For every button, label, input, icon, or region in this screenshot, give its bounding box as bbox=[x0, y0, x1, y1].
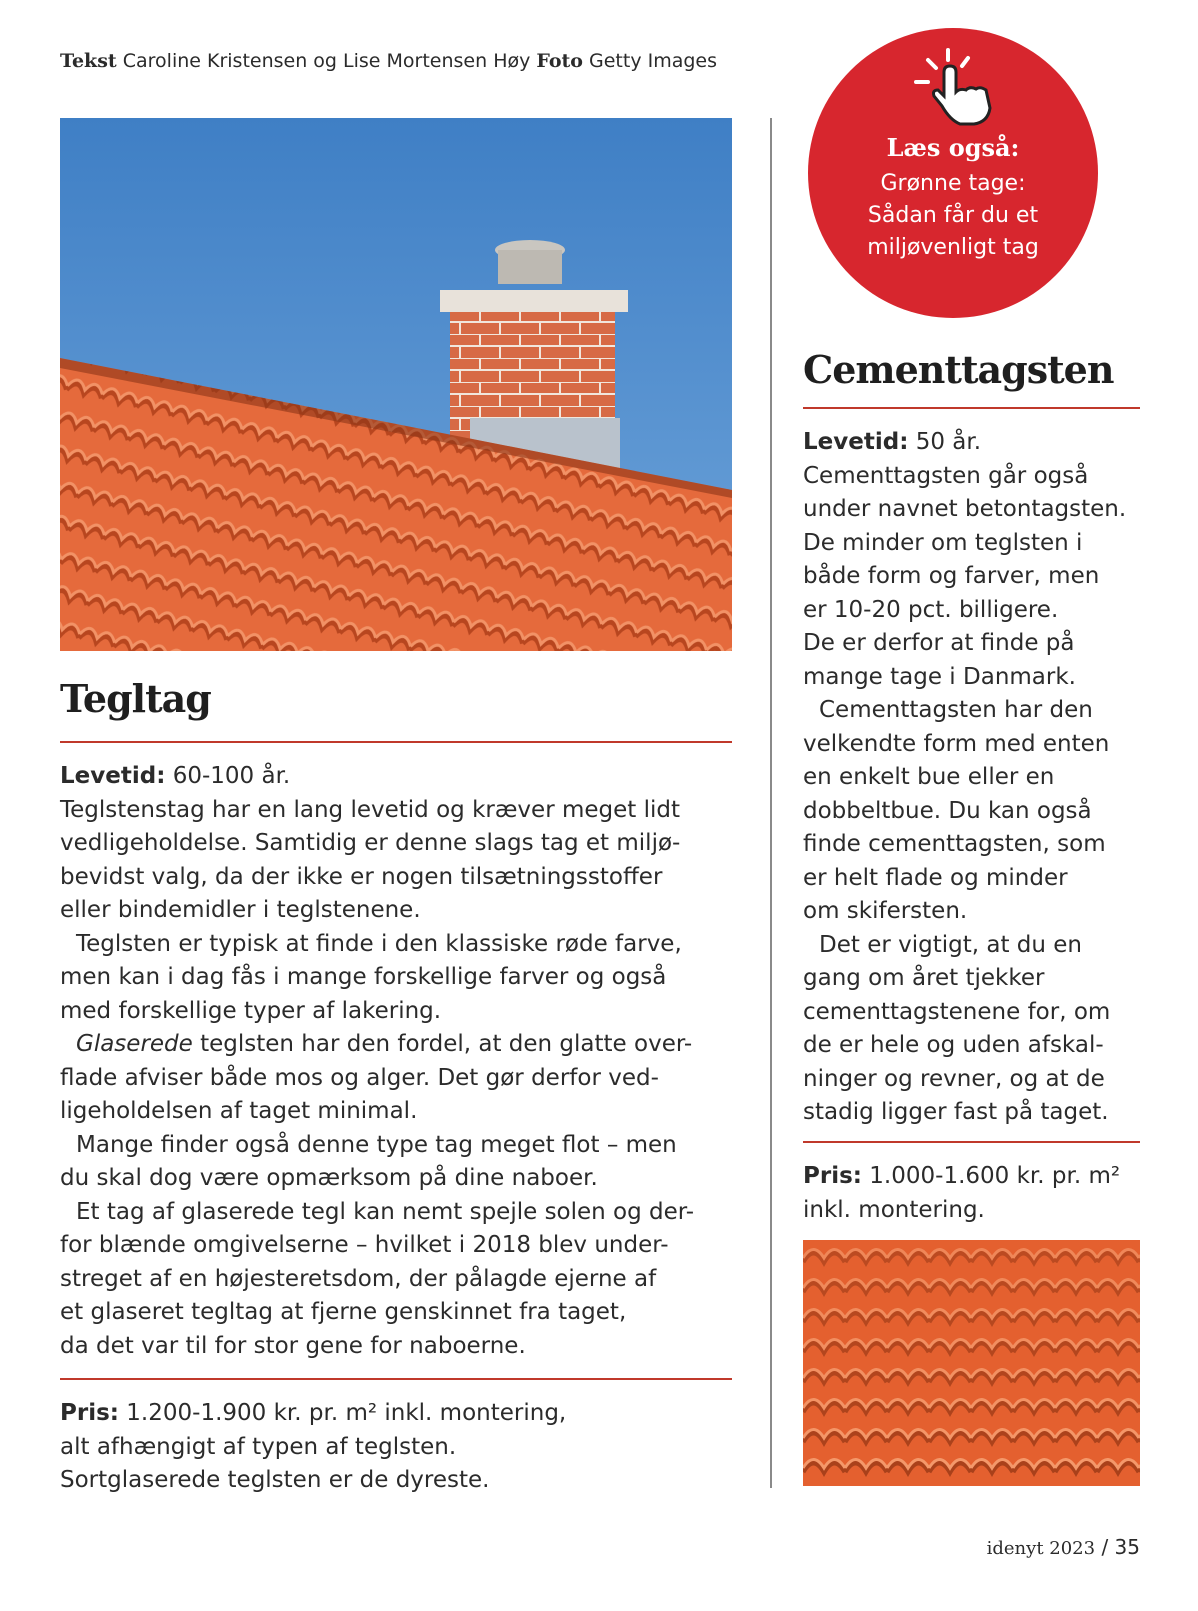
body-line: gang om året tjekker bbox=[803, 965, 1045, 991]
cement-tiles-photo bbox=[803, 1240, 1140, 1486]
byline bbox=[60, 50, 717, 72]
page-number: 35 bbox=[1114, 1535, 1140, 1559]
body-line: både form og farver, men bbox=[803, 563, 1100, 589]
body-line: Det er vigtigt, at du en bbox=[819, 931, 1082, 958]
tegltag-pris-label: Pris: bbox=[60, 1400, 119, 1426]
body-line: teglsten har den fordel, at den glatte over- bbox=[192, 1031, 693, 1057]
body-line: streget af en højesteretsdom, der pålagde ejerne af bbox=[60, 1265, 657, 1292]
body-line: ninger og revner, og at de bbox=[803, 1065, 1105, 1092]
cement-pris-label: Pris: bbox=[803, 1163, 862, 1189]
folio-brand: idenyt 2023 bbox=[986, 1538, 1096, 1559]
tegltag-price bbox=[60, 1397, 566, 1498]
body-line: velkendte form med enten bbox=[803, 730, 1110, 757]
tegltag-heading: Tegltag bbox=[60, 676, 211, 721]
badge-line: miljøvenligt tag bbox=[867, 235, 1039, 260]
body-line: vedligeholdelse. Samtidig er denne slags tag et miljø- bbox=[60, 830, 681, 856]
cement-body bbox=[803, 426, 1126, 1130]
tegltag-price-rule bbox=[60, 1378, 732, 1380]
cement-heading: Cementtagsten bbox=[803, 347, 1114, 392]
tegltag-rule bbox=[60, 741, 732, 743]
body-line: en enkelt bue eller en bbox=[803, 764, 1055, 790]
body-line: de er hele og uden afskal- bbox=[803, 1032, 1104, 1058]
tegltag-body bbox=[60, 760, 694, 1363]
body-line: finde cementtagsten, som bbox=[803, 831, 1106, 857]
body-line: Mange finder også denne type tag meget flot – men bbox=[76, 1131, 677, 1158]
body-line: De er derfor at finde på bbox=[803, 630, 1075, 656]
price-line: Sortglaserede teglsten er de dyreste. bbox=[60, 1467, 490, 1493]
tegltag-levetid-label: Levetid: bbox=[60, 763, 166, 789]
folio-separator: / bbox=[1095, 1535, 1115, 1559]
byline-photo-credit: Getty Images bbox=[589, 50, 718, 72]
byline-text-label: Tekst bbox=[60, 50, 117, 72]
body-line: mange tage i Danmark. bbox=[803, 663, 1076, 690]
price-line: 1.000-1.600 kr. pr. m² bbox=[861, 1163, 1121, 1189]
body-line: under navnet betontagsten. bbox=[803, 496, 1127, 522]
cement-rule bbox=[803, 407, 1140, 409]
body-line: Cementtagsten går også bbox=[803, 462, 1089, 489]
body-line: stadig ligger fast på taget. bbox=[803, 1099, 1109, 1125]
page-folio bbox=[987, 1535, 1140, 1559]
body-italic: Glaserede bbox=[76, 1031, 193, 1057]
roof-chimney-photo bbox=[60, 118, 732, 651]
price-line: alt afhængigt af typen af teglsten. bbox=[60, 1433, 457, 1460]
cement-price bbox=[803, 1160, 1120, 1227]
badge-title: Læs også: bbox=[886, 133, 1020, 162]
column-divider bbox=[770, 118, 772, 1488]
body-line: De minder om teglsten i bbox=[803, 529, 1083, 556]
body-line: da det var til for stor gene for naboerne. bbox=[60, 1332, 526, 1359]
body-line: du skal dog være opmærksom på dine naboer. bbox=[60, 1165, 598, 1191]
body-line: dobbeltbue. Du kan også bbox=[803, 797, 1092, 824]
body-line: cementtagstenene for, om bbox=[803, 998, 1111, 1025]
cement-levetid-label: Levetid: bbox=[803, 429, 909, 455]
body-line: Cementtagsten har den bbox=[819, 697, 1093, 723]
body-line: et glaseret tegltag at fjerne genskinnet fra taget, bbox=[60, 1299, 627, 1325]
cement-levetid-value: 50 år. bbox=[908, 429, 982, 455]
pointing-hand-icon bbox=[908, 48, 998, 128]
body-line: for blænde omgivelserne – hvilket i 2018 blev under- bbox=[60, 1232, 669, 1258]
cement-price-rule bbox=[803, 1141, 1140, 1143]
body-line: flade afviser både mos og alger. Det gør derfor ved- bbox=[60, 1064, 659, 1091]
body-line: om skifersten. bbox=[803, 898, 968, 924]
byline-authors: Caroline Kristensen og Lise Mortensen Høy bbox=[122, 50, 531, 72]
body-line: men kan i dag fås i mange forskellige farver og også bbox=[60, 964, 667, 990]
read-also-badge[interactable] bbox=[808, 28, 1098, 318]
byline-photo-label: Foto bbox=[536, 50, 583, 72]
body-line: er 10-20 pct. billigere. bbox=[803, 596, 1059, 623]
price-line: 1.200-1.900 kr. pr. m² inkl. montering, bbox=[118, 1400, 567, 1426]
tegltag-levetid-value: 60-100 år. bbox=[165, 763, 291, 789]
body-line: bevidst valg, da der ikke er nogen tilsætningsstoffer bbox=[60, 863, 663, 890]
body-line: er helt flade og minder bbox=[803, 864, 1068, 891]
body-line: Teglstenstag har en lang levetid og kræver meget lidt bbox=[60, 796, 680, 823]
badge-line: Sådan får du et bbox=[867, 203, 1039, 228]
price-line: inkl. montering. bbox=[803, 1196, 985, 1223]
body-line: Teglsten er typisk at finde i den klassiske røde farve, bbox=[76, 930, 682, 957]
body-line: med forskellige typer af lakering. bbox=[60, 997, 442, 1024]
badge-line: Grønne tage: bbox=[880, 171, 1026, 196]
body-line: eller bindemidler i teglstenene. bbox=[60, 897, 421, 923]
body-line: Et tag af glaserede tegl kan nemt spejle solen og der- bbox=[76, 1198, 695, 1225]
body-line: ligeholdelsen af taget minimal. bbox=[60, 1098, 418, 1124]
